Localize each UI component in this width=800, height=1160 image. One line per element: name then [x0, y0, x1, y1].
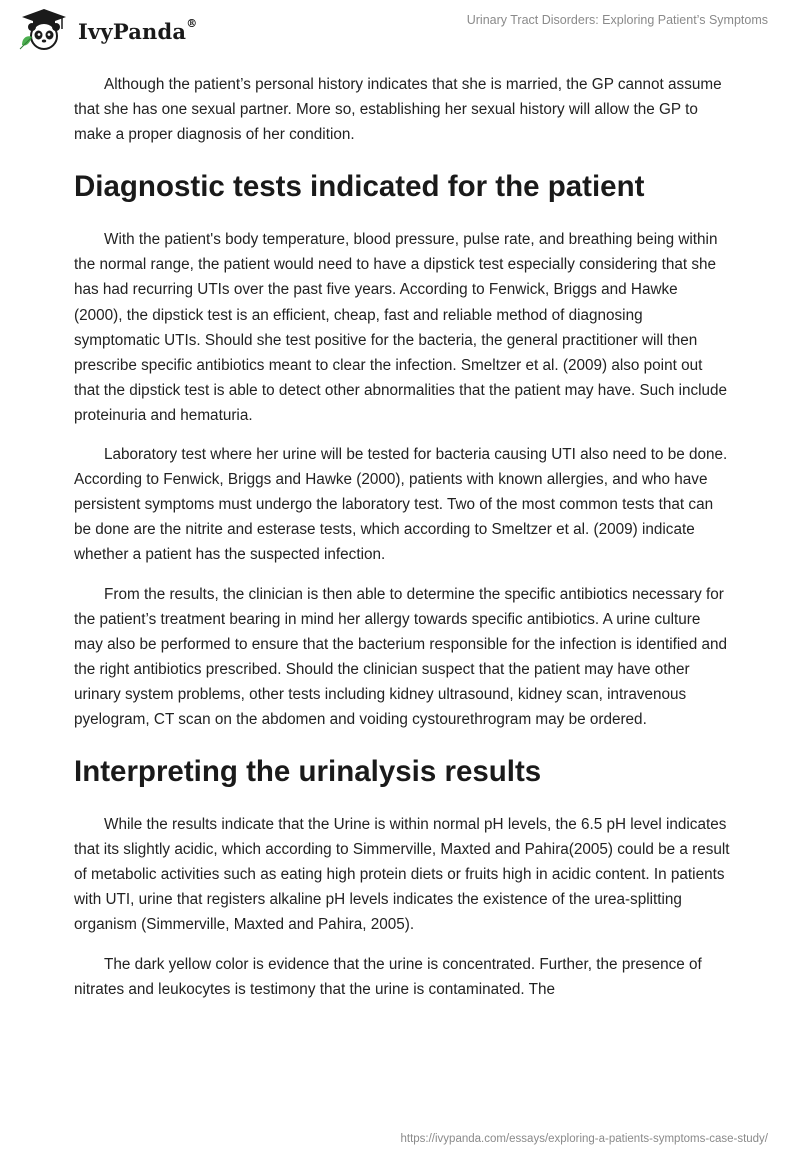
registered-mark: ®	[186, 16, 198, 30]
logo-wordmark	[78, 16, 198, 44]
ivypanda-logo[interactable]	[16, 7, 197, 51]
paragraph-sexual-history: Although the patient’s personal history indicates that she is married, the GP cannot assume that she has one sexual partner. More so, establishing her sexual history will allow the GP to make a proper diagnosis of her condition.	[74, 76, 722, 144]
paragraph-laboratory-test: Laboratory test where her urine will be tested for bacteria causing UTI also need to be done. According to Fenwick, Briggs and Hawke (2000), patients with known allergies, and who have persistent symptoms must undergo the laboratory test. Two of the most common tests that can be done are the nitrite and esterase tests, which according to Smeltzer et al. (2009) indicate whether a patient has the suspected infection.	[74, 446, 728, 564]
paragraph-antibiotics: From the results, the clinician is then able to determine the specific antibiotics necessary for the patient’s treatment bearing in mind her allergy towards specific antibiotics. A urine culture may also be performed to ensure that the bacterium responsible for the infection is identified and the right antibiotics prescribed. Should the clinician suspect that the patient may have other urinary system problems, other tests including kidney ultrasound, kidney scan, intravenous pyelogram, CT scan on the abdomen and voiding cystourethrogram may be ordered.	[74, 585, 728, 728]
paragraph-urine-color: The dark yellow color is evidence that the urine is concentrated. Further, the presence of nitrates and leukocytes is testimony that the urine is contaminated. The	[74, 955, 702, 998]
paragraph-ph-levels: While the results indicate that the Urine is within normal pH levels, the 6.5 pH level indicates that its slightly acidic, which according to Simmerville, Maxted and Pahira(2005) could be a result of metabolic activities such as eating high protein diets or fruits high in acidic content. In patients with UTI, urine that registers alkaline pH levels indicates the existence of the urea-splitting organism (Simmerville, Maxted and Pahira, 2005).	[74, 816, 730, 934]
logo-text: IvyPanda	[78, 18, 187, 44]
paragraph-dipstick-test: With the patient's body temperature, blood pressure, pulse rate, and breathing being within the normal range, the patient would need to have a dipstick test especially considering that she has had recurring UTIs over the past five years. According to Fenwick, Briggs and Hawke (2000), the dipstick test is an efficient, cheap, fast and reliable method of diagnosing symptomatic UTIs. Should she test positive for the bacteria, the general practitioner will then prescribe specific antibiotics meant to clear the infection. Smeltzer et al. (2009) also point out that the dipstick test is able to detect other abnormalities that the patient may have. Such include proteinuria and hematuria.	[74, 231, 728, 424]
document-title: Urinary Tract Disorders: Exploring Patient’s Symptoms	[466, 13, 768, 27]
source-url[interactable]: https://ivypanda.com/essays/exploring-a-patients-symptoms-case-study/	[400, 1133, 768, 1145]
heading-urinalysis-results: Interpreting the urinalysis results	[74, 755, 542, 789]
page-header	[0, 0, 800, 70]
article-body	[74, 72, 730, 1016]
panda-graduate-icon	[16, 7, 72, 51]
heading-diagnostic-tests: Diagnostic tests indicated for the patient	[74, 170, 645, 204]
